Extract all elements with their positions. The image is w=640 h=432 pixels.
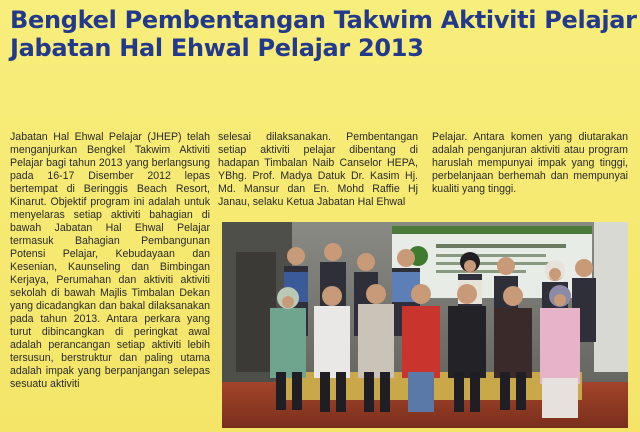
article-column-1: Jabatan Hal Ehwal Pelajar (JHEP) telah menganjurkan Bengkel Takwim Aktiviti Pelajar bagi tahun 2013 yang berlangsung pada 16-17 Disember 2012 lepas bertempat di Beringgis Beach Resort, Kinarut. Objektif program ini adalah untuk menyelaras setiap aktiviti bahagian di bawah Jabatan Hal Ehwal Pelajar termasuk Bahagian Pembangunan Potensi Pelajar, Kebudayaan dan Kesenian, Kaunseling dan Bimbingan Kerjaya, Perumahan dan aktiviti aktiviti sekolah di bawah Majlis Timbalan Dekan yang dicadangkan dan bakal dilaksanakan pada tahun 2013. Antara perkara yang turut dibincangkan di peringkat awal adalah perancangan setiap aktiviti lebih tersusun, berstruktur dan paling utama adalah impak yang berpanjangan selepas sesuatu aktiviti	[10, 131, 210, 390]
article-column-2: selesai dilaksanakan. Pembentangan setiap aktiviti pelajar dibentang di hadapan Timbalan Naib Canselor HEPA, YBhg. Prof. Madya Datuk Dr. Kasim Hj. Md. Mansur dan En. Mohd Raffie Hj Janau, selaku Ketua Jabatan Hal Ehwal	[218, 131, 418, 208]
article-column-3: Pelajar. Antara komen yang diutarakan adalah penganjuran aktiviti atau program haruslah mempunyai impak yang tinggi, perbelanjaan berhemah dan mempunyai kualiti yang tinggi.	[432, 131, 628, 195]
group-photo-illustration	[222, 222, 628, 428]
group-photo	[222, 222, 628, 428]
title-line-2: Jabatan Hal Ehwal Pelajar 2013	[10, 34, 424, 62]
article-title	[10, 6, 637, 62]
title-line-1: Bengkel Pembentangan Takwim Aktiviti Pelajar	[10, 6, 637, 34]
